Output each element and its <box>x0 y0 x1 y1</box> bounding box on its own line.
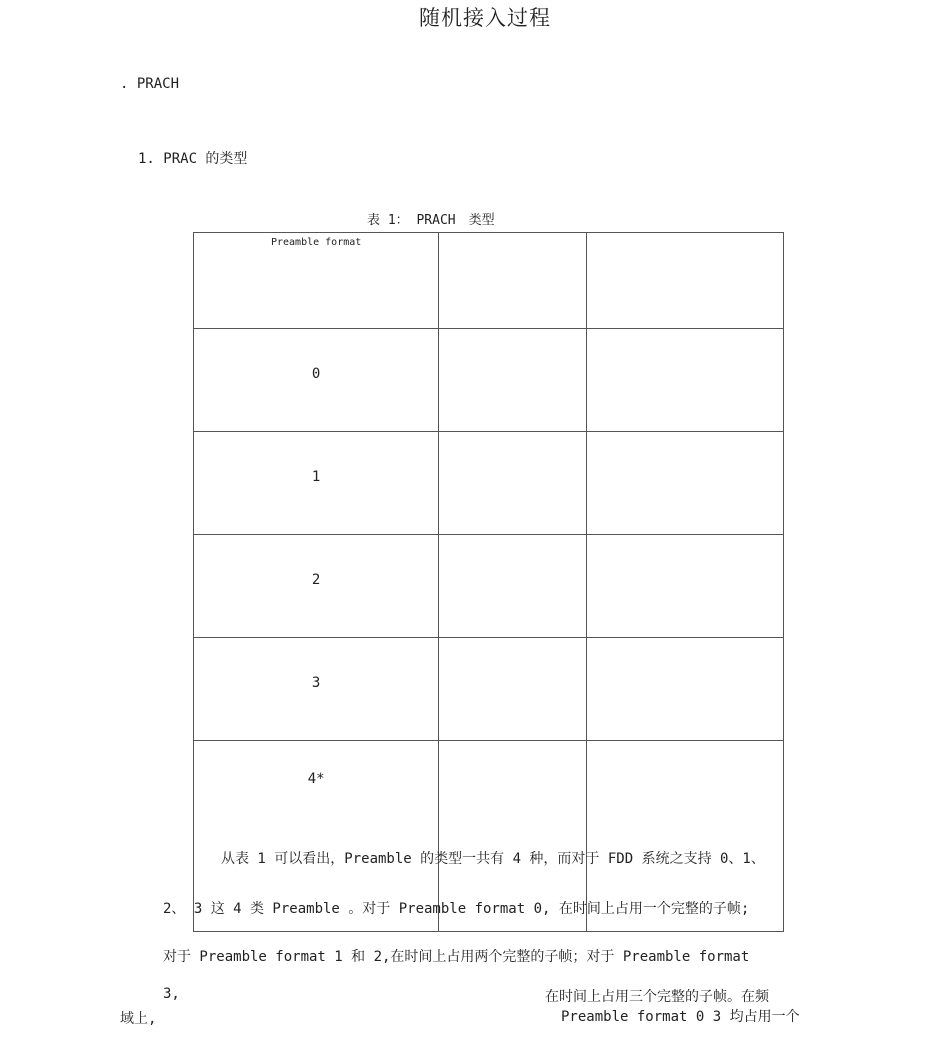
table-row <box>194 329 784 432</box>
table-header-cell-3 <box>586 233 783 329</box>
table-cell <box>439 638 586 741</box>
table-header-cell: Preamble format <box>194 233 439 329</box>
table-row <box>194 535 784 638</box>
paragraph-line-5-right: Preamble format 0 3 均占用一个 <box>561 1009 800 1025</box>
table-row <box>194 432 784 535</box>
table-header-row <box>194 233 784 329</box>
paragraph-line-1: 从表 1 可以看出，Preamble 的类型一共有 4 种，而对于 FDD 系统之支持 0、1、 <box>221 851 765 867</box>
paragraph-line-4-left: 3, <box>163 986 180 1002</box>
table-cell-format: 2 <box>194 535 439 638</box>
paragraph-line-3: 对于 Preamble format 1 和 2,在时间上占用两个完整的子帧；对于 Preamble format <box>163 949 750 965</box>
table-cell <box>586 535 783 638</box>
page-title: 随机接入过程 <box>419 6 551 30</box>
table-cell <box>439 432 586 535</box>
table-header-cell-2 <box>439 233 586 329</box>
table-cell <box>439 535 586 638</box>
section-heading: . PRACH <box>120 76 180 92</box>
subsection-heading: 1. PRAC 的类型 <box>138 151 248 167</box>
table-cell <box>439 329 586 432</box>
prach-type-table <box>193 232 784 932</box>
paragraph-line-4-right: 在时间上占用三个完整的子帧。在频 <box>545 989 769 1005</box>
table-cell-format: 0 <box>194 329 439 432</box>
table-cell <box>586 329 783 432</box>
paragraph-line-5-left: 域上, <box>120 1011 157 1027</box>
table-cell <box>586 432 783 535</box>
table-cell <box>586 638 783 741</box>
table-cell-format: 3 <box>194 638 439 741</box>
table-cell-format: 4* <box>194 741 439 932</box>
paragraph-line-2: 2、 3 这 4 类 Preamble 。对于 Preamble format 0, 在时间上占用一个完整的子帧; <box>163 901 750 917</box>
table-row <box>194 638 784 741</box>
table-cell-format: 1 <box>194 432 439 535</box>
table-caption: 表 1： PRACH 类型 <box>367 213 495 228</box>
